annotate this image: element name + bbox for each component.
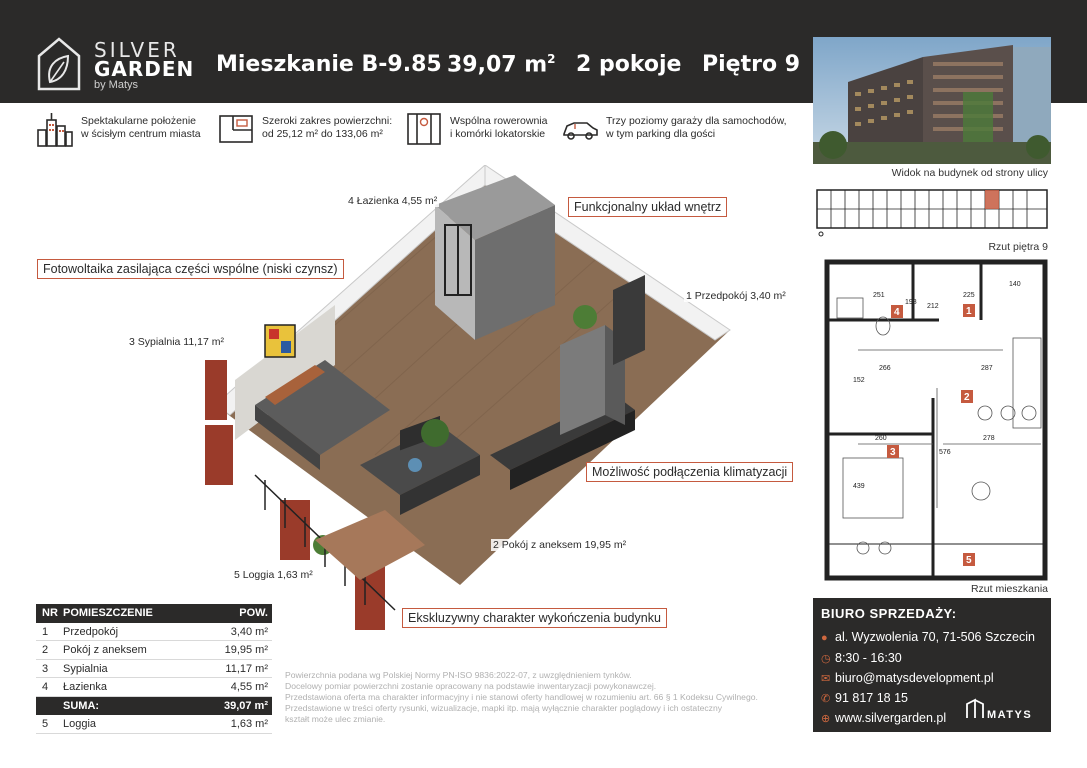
feature-text: Szeroki zakres powierzchni: od 25,12 m² do 133,06 m² xyxy=(262,115,393,140)
plan-room-number: 4 xyxy=(894,307,900,318)
plan-dimension: 225 xyxy=(963,292,975,299)
table-header xyxy=(36,604,272,623)
table-row: 3 Sypialnia 11,17 m² xyxy=(36,660,272,679)
logo-line3: by Matys xyxy=(94,79,139,91)
floor-plan-strip xyxy=(813,187,1051,237)
globe-icon: ⊕ xyxy=(821,713,831,725)
room-count: 2 pokoje xyxy=(576,52,682,77)
location-pin-icon: ● xyxy=(821,632,828,644)
logo-line2: GARDEN xyxy=(94,57,195,81)
matys-logo xyxy=(965,696,1045,724)
building-photo xyxy=(813,37,1051,164)
storage-bike-icon xyxy=(405,110,443,148)
table-row: 4 Łazienka 4,55 m² xyxy=(36,678,272,697)
floor-number: Piętro 9 xyxy=(702,52,801,77)
feature-text: Spektakularne położenie w ścisłym centrum miasta xyxy=(81,115,201,140)
callout-finish: Ekskluzywny charakter wykończenia budynku xyxy=(402,608,667,628)
callout-air-conditioning: Możliwość podłączenia klimatyzacji xyxy=(586,462,793,482)
plan-dimension: 198 xyxy=(905,299,917,306)
table-row: 2 Pokój z aneksem 19,95 m² xyxy=(36,641,272,660)
sales-title: BIURO SPRZEDAŻY: xyxy=(821,606,957,621)
plan-dimension: 576 xyxy=(939,449,951,456)
table-row: 1 Przedpokój 3,40 m² xyxy=(36,623,272,642)
plan-dimension: 287 xyxy=(981,365,993,372)
table-header-nr: NR xyxy=(42,607,58,619)
sales-hours: ◷ 8:30 - 16:30 xyxy=(821,651,902,665)
car-icon xyxy=(561,110,599,148)
table-header-pow: POW. xyxy=(239,607,268,619)
apartment-id: Mieszkanie B-9.85 xyxy=(216,52,442,77)
sales-office-box xyxy=(813,598,1051,732)
phone-icon: ✆ xyxy=(821,693,831,705)
plan-dimension: 140 xyxy=(1009,281,1021,288)
floor-plan-icon xyxy=(217,110,255,148)
photo-caption: Widok na budynek od strony ulicy xyxy=(891,167,1048,179)
callout-photovoltaics: Fotowoltaika zasilająca części wspólne (niski czynsz) xyxy=(37,259,344,279)
svg-text:MATYS: MATYS xyxy=(987,709,1033,721)
table-row-loggia: 5 Loggia 1,63 m² xyxy=(36,715,272,734)
plan-dimension: 278 xyxy=(983,435,995,442)
room-label-living: 2 Pokój z aneksem 19,95 m² xyxy=(493,539,627,551)
table-header-name: POMIESZCZENIE xyxy=(63,607,153,619)
plan-dimension: 266 xyxy=(879,365,891,372)
feature-text: Wspólna rowerownia i komórki lokatorskie xyxy=(450,115,548,140)
table-sum-row: SUMA: 39,07 m² xyxy=(36,697,272,716)
clock-icon: ◷ xyxy=(821,653,831,665)
silver-garden-logo xyxy=(36,36,195,92)
plan-dimension: 152 xyxy=(853,377,865,384)
plan-dimension: 260 xyxy=(875,435,887,442)
plan-room-number: 3 xyxy=(890,447,896,458)
isometric-apartment-render xyxy=(195,165,735,635)
plan-room-number: 5 xyxy=(966,555,972,566)
disclaimer-text: Powierzchnia podana wg Polskiej Normy PN-ISO 9836:2022-07, z uwzględnieniem tynków. Docelowy pomiar powierzchni zostanie opracowany na podstawie inwentaryzacji powykonawczej. Przedstawiona oferta ma charakter informacyjny i nie stanowi oferty handlowej w rozumieniu art. 66 § 1 Kodeksu Cywilnego. Przedstawione w treści oferty rysunki, wizualizacje, mapki itp. mają wyłącznie charakter poglądowy i ich ostateczny kształt może ulec zmianie. xyxy=(285,670,758,724)
rooms-table xyxy=(36,604,272,734)
sales-address: ● al. Wyzwolenia 70, 71-506 Szczecin xyxy=(821,630,1035,644)
apartment-floor-plan xyxy=(813,258,1051,583)
room-label-loggia: 5 Loggia 1,63 m² xyxy=(234,569,313,581)
callout-layout: Funkcjonalny układ wnętrz xyxy=(568,197,727,217)
plan-dimension: 251 xyxy=(873,292,885,299)
mail-icon: ✉ xyxy=(821,673,831,685)
logo-line1: SILVER xyxy=(94,38,180,62)
feature-text: Trzy poziomy garaży dla samochodów, w tym parking dla gości xyxy=(606,115,787,140)
floor-strip-caption: Rzut piętra 9 xyxy=(988,241,1048,253)
sales-website[interactable]: ⊕ www.silvergarden.pl xyxy=(821,711,947,725)
sales-email[interactable]: ✉ biuro@matysdevelopment.pl xyxy=(821,671,994,685)
room-label-hall: 1 Przedpokój 3,40 m² xyxy=(686,290,786,302)
city-buildings-icon xyxy=(36,110,74,148)
logo-mark-icon xyxy=(36,36,82,92)
plan-room-number: 2 xyxy=(964,392,970,403)
plan-dimension: 212 xyxy=(927,303,939,310)
plan-room-number: 1 xyxy=(966,306,972,317)
room-label-bedroom: 3 Sypialnia 11,17 m² xyxy=(129,336,224,348)
room-label-bathroom: 4 Łazienka 4,55 m² xyxy=(348,195,438,207)
plan-caption: Rzut mieszkania xyxy=(970,583,1048,595)
apartment-area: 39,07 $m^2$ xyxy=(447,52,556,78)
plan-dimension: 439 xyxy=(853,483,865,490)
sales-phone[interactable]: ✆ 91 817 18 15 xyxy=(821,691,908,705)
